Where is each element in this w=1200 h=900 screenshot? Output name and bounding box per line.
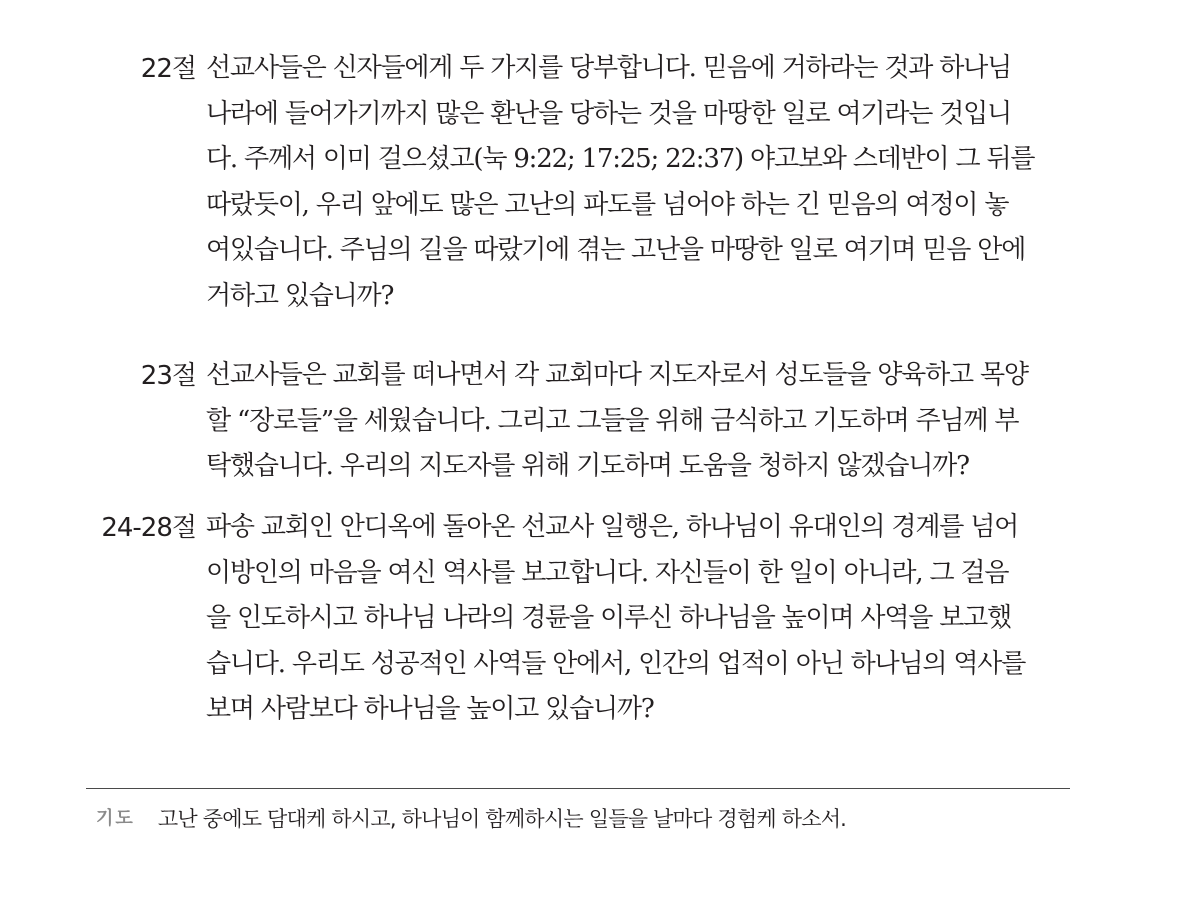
text-line: 보며 사람보다 하나님을 높이고 있습니까? — [206, 694, 654, 724]
text-line: 탁했습니다. 우리의 지도자를 위해 기도하며 도움을 청하지 않겠습니까? — [206, 451, 969, 481]
prayer-label: 기도 — [96, 807, 135, 829]
verse-label: 24-28절 — [101, 513, 196, 543]
text-line: 할 “장로들”을 세웠습니다. 그리고 그들을 위해 금식하고 기도하며 주님께 부 — [206, 405, 1019, 436]
text-line: 여있습니다. 주님의 길을 따랐기에 겪는 고난을 마땅한 일로 여기며 믿음 안에 — [206, 235, 1026, 265]
prayer-section — [96, 798, 1096, 838]
text-line: 이방인의 마음을 여신 역사를 보고합니다. 자신들이 한 일이 아니라, 그 걸음 — [206, 557, 1009, 588]
verse-label: 23절 — [140, 361, 196, 391]
text-line: 거하고 있습니까? — [206, 280, 394, 311]
prayer-text: 고난 중에도 담대케 하시고, 하나님이 함께하시는 일들을 날마다 경험케 하소서. — [157, 806, 847, 831]
text-line: 파송 교회인 안디옥에 돌아온 선교사 일행은, 하나님이 유대인의 경계를 넘어 — [206, 512, 1019, 542]
text-line: 선교사들은 신자들에게 두 가지를 당부합니다. 믿음에 거하라는 것과 하나님 — [206, 53, 1011, 83]
section-divider — [86, 788, 1070, 789]
text-line: 다. 주께서 이미 걸으셨고(눅 9:22; 17:25; 22:37) 야고보와 스데반이 그 뒤를 — [206, 144, 1035, 174]
verse-text — [206, 353, 1086, 490]
verse-label: 22절 — [140, 54, 196, 84]
verse-text — [206, 505, 1086, 733]
verse-text — [206, 46, 1086, 319]
text-line: 나라에 들어가기까지 많은 환난을 당하는 것을 마땅한 일로 여기라는 것입니 — [206, 98, 1011, 129]
text-line: 을 인도하시고 하나님 나라의 경륜을 이루신 하나님을 높이며 사역을 보고했 — [206, 603, 1011, 633]
text-line: 선교사들은 교회를 떠나면서 각 교회마다 지도자로서 성도들을 양육하고 목양 — [206, 360, 1028, 390]
text-line: 습니다. 우리도 성공적인 사역들 안에서, 인간의 업적이 아닌 하나님의 역사를 — [206, 648, 1026, 679]
text-line: 따랐듯이, 우리 앞에도 많은 고난의 파도를 넘어야 하는 긴 믿음의 여정이 놓 — [206, 189, 1009, 220]
